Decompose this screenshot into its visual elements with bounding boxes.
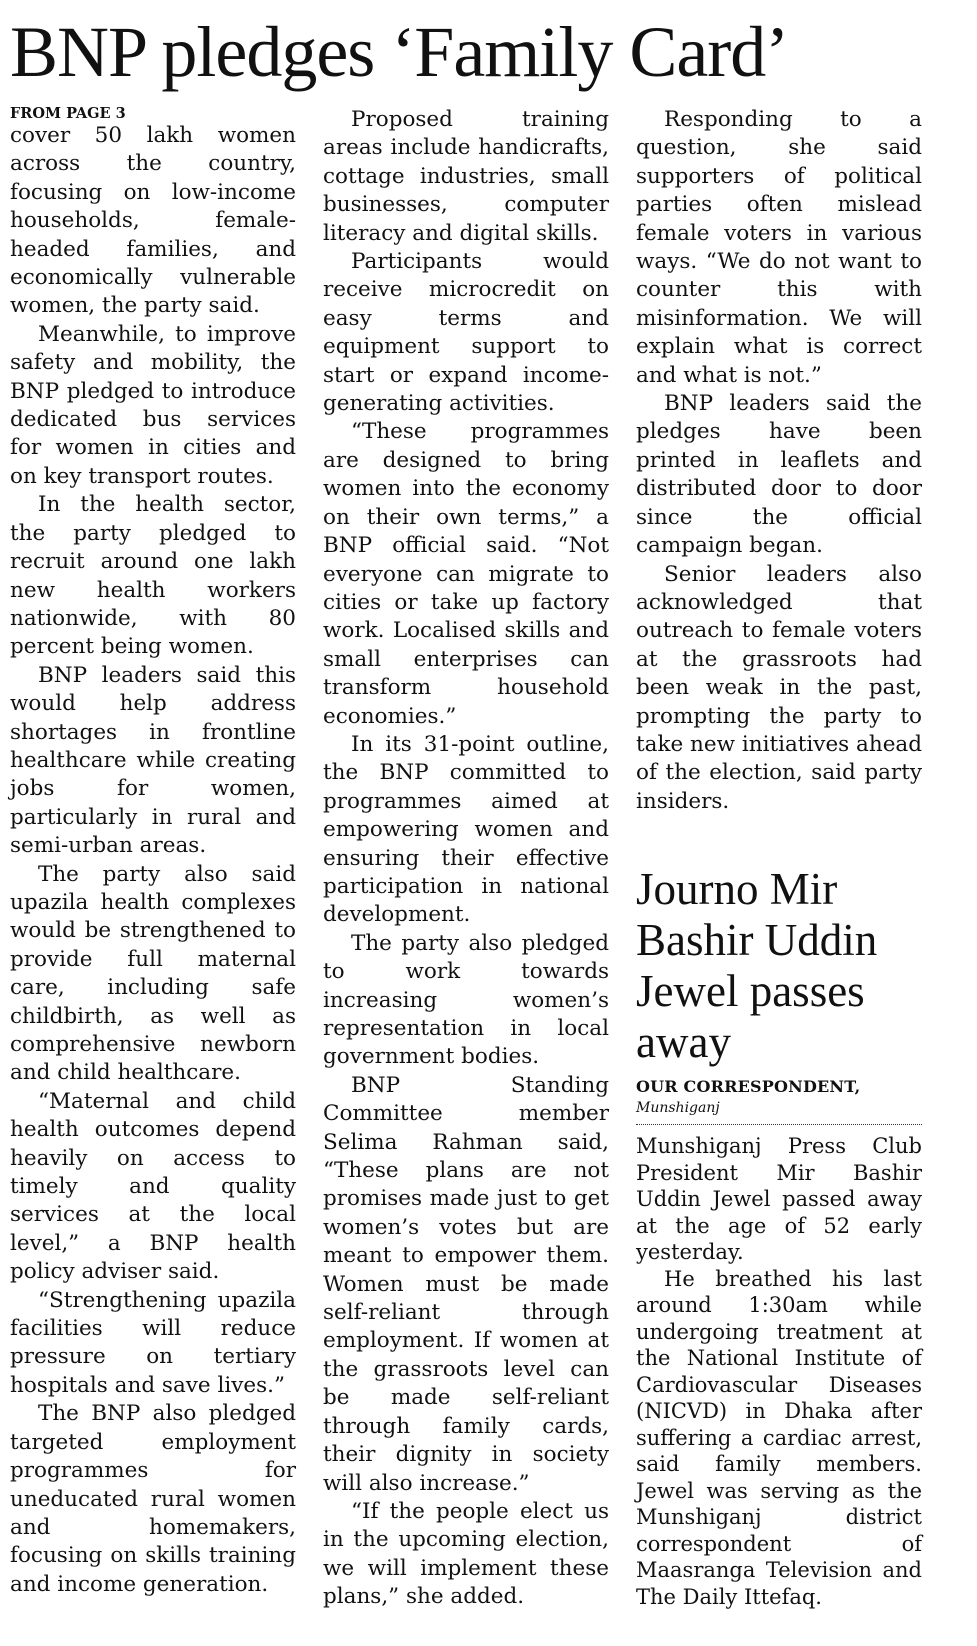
article-paragraph: Senior leaders also acknowledged that outreach to female voters at the grassroots had been weak in the past, prompting the party to take new initiatives ahead of the election, said party insiders. (636, 561, 923, 814)
article-column-3 (636, 106, 922, 1610)
article-paragraph: In its 31-point outline, the BNP committed to programmes aimed at empowering women and ensuring their effective participation in national development. (323, 731, 609, 928)
article-paragraph: BNP Standing Committee member Selima Rahman said, “These plans are not promises made just to get women’s votes but are meant to empower them. Women must be made self-reliant through employment. If women at the grassroots level can be made self-reliant through family cards, their dignity in society will also increase.” (323, 1072, 609, 1496)
article-paragraph: “If the people elect us in the upcoming election, we will implement these plans,” she added. (323, 1498, 609, 1610)
dateline: Munshiganj (636, 1100, 720, 1117)
continuation-kicker: FROM PAGE 3 (10, 105, 126, 122)
article-paragraph: “These programmes are designed to bring women into the economy on their own terms,” a BNP official said. “Not everyone can migrate to cities or take up factory work. Localised skills and small enterprises can transform household economies.” (323, 419, 609, 729)
article-paragraph: Munshiganj Press Club President Mir Bashir Uddin Jewel passed away at the age of 52 early yesterday. (636, 1134, 922, 1265)
article-paragraph: Meanwhile, to improve safety and mobility, the BNP pledged to introduce dedicated bus services for women in cities and on key transport routes. (10, 321, 296, 489)
article-paragraph: The party also said upazila health complexes would be strengthened to provide full maternal care, including safe childbirth, as well as comprehensive newborn and child healthcare. (10, 861, 296, 1086)
article-paragraph: The party also pledged to work towards increasing women’s representation in local government bodies. (323, 930, 609, 1070)
article-paragraph: Participants would receive microcredit on easy terms and equipment support to start or expand income-generating activities. (323, 249, 609, 417)
article-column-2 (323, 106, 609, 1612)
main-headline: BNP pledges ‘Family Card’ (10, 12, 789, 92)
article-paragraph: In the health sector, the party pledged to recruit around one lakh new health workers nationwide, with 80 percent being women. (10, 492, 296, 660)
article-paragraph: BNP leaders said this would help address shortages in frontline healthcare while creating jobs for women, particularly in rural and semi-urban areas. (10, 662, 296, 859)
dotted-divider (636, 1124, 922, 1125)
secondary-headline: Journo Mir Bashir Uddin Jewel passes away (636, 864, 878, 1068)
article-paragraph: Proposed training areas include handicrafts, cottage industries, small businesses, computer literacy and digital skills. (323, 107, 609, 246)
article-paragraph: cover 50 lakh women across the country, focusing on low-income households, female-headed families, and economically vulnerable women, the party said. (10, 123, 296, 319)
byline: OUR CORRESPONDENT, (636, 1077, 861, 1097)
article-paragraph: The BNP also pledged targeted employment programmes for uneducated rural women and homemakers, focusing on skills training and income generation. (10, 1401, 296, 1597)
article-column-1 (10, 106, 296, 1599)
article-paragraph: He breathed his last around 1:30am while undergoing treatment at the National Institute of Cardiovascular Diseases (NICVD) in Dhaka after suffering a cardiac arrest, said family members. Jewel was serving as the Munshiganj district correspondent of Maasranga Television and The Daily Ittefaq. (636, 1266, 922, 1609)
article-paragraph: “Maternal and child health outcomes depend heavily on access to timely and quality services at the local level,” a BNP health policy adviser said. (10, 1088, 296, 1285)
article-paragraph: “Strengthening upazila facilities will reduce pressure on tertiary hospitals and save lives.” (10, 1287, 296, 1398)
secondary-story (636, 864, 922, 1610)
article-paragraph: BNP leaders said the pledges have been printed in leaflets and distributed door to door since the official campaign began. (636, 391, 922, 559)
article-paragraph: Responding to a question, she said supporters of political parties often mislead female voters in various ways. “We do not want to counter this with misinformation. We will explain what is correct and what is not.” (636, 107, 922, 388)
